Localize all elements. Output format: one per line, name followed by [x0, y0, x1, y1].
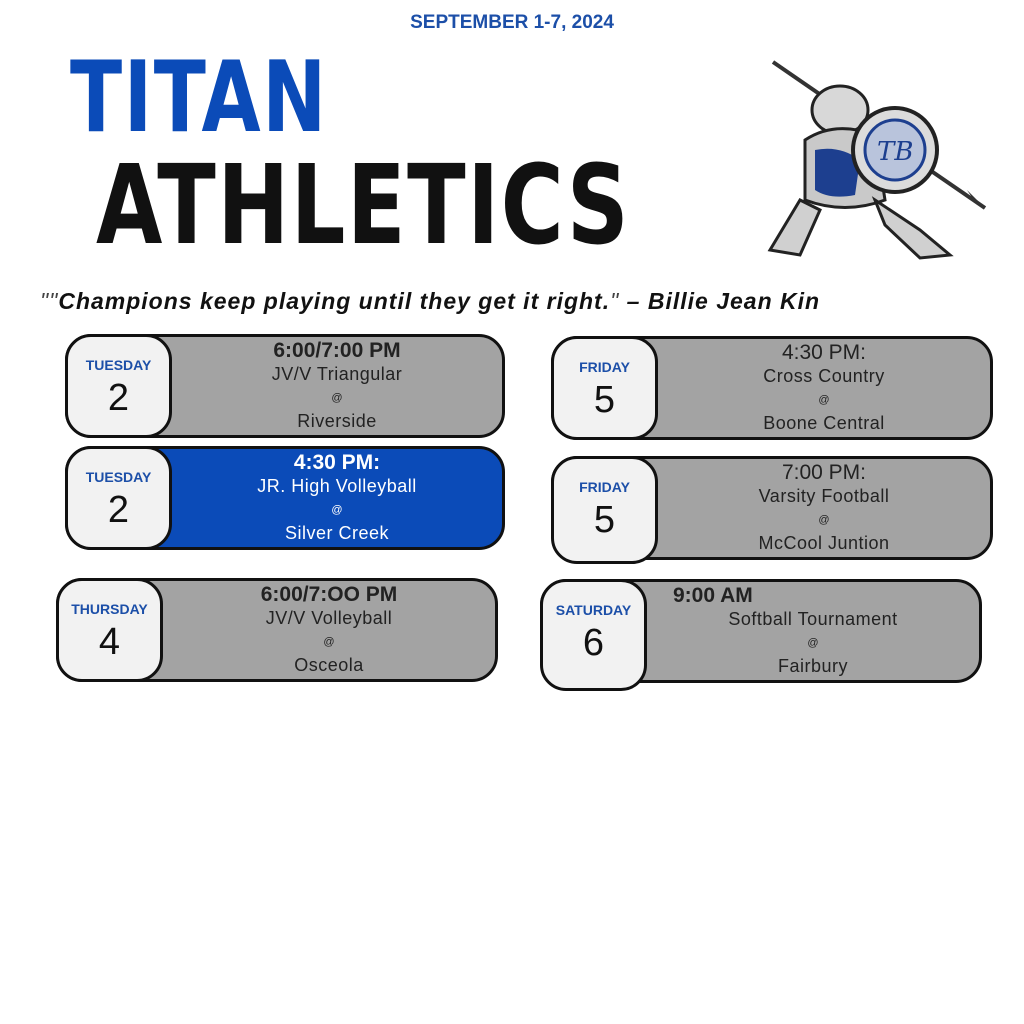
day-number: 5	[593, 499, 616, 541]
event-time: 6:00/7:OO PM	[260, 583, 398, 606]
event-time: 4:30 PM:	[781, 341, 867, 364]
event-location: Riverside	[297, 411, 377, 431]
date-range: SEPTEMBER 1-7, 2024	[410, 12, 614, 33]
day-name: TUESDAY	[85, 357, 152, 373]
event-location: Osceola	[294, 655, 364, 675]
title-titan: TITAN	[70, 41, 328, 155]
event-title: Softball Tournament	[728, 609, 898, 629]
quote-attribution: – Billie Jean Kin	[619, 288, 821, 314]
day-name: TUESDAY	[85, 469, 152, 485]
day-box	[551, 336, 658, 440]
event-at: @	[331, 392, 343, 404]
event-title: JV/V Volleyball	[265, 608, 393, 628]
day-number: 2	[107, 377, 130, 419]
titan-warrior-logo-icon	[745, 50, 995, 265]
day-number: 6	[582, 622, 605, 664]
day-number: 2	[107, 489, 130, 531]
event-card	[65, 334, 505, 438]
day-name: FRIDAY	[579, 479, 630, 495]
motivational-quote	[40, 288, 1000, 315]
event-card	[540, 579, 982, 683]
event-title: Cross Country	[763, 366, 885, 386]
event-location: McCool Juntion	[758, 533, 890, 553]
day-number: 4	[98, 621, 121, 663]
event-at: @	[323, 636, 335, 648]
event-time: 6:00/7:00 PM	[273, 339, 401, 362]
event-title: JV/V Triangular	[271, 364, 403, 384]
svg-text:TB: TB	[877, 137, 914, 167]
quote-open-marks: ""	[40, 288, 59, 314]
event-time: 7:00 PM:	[781, 461, 867, 484]
event-time: 9:00 AM	[673, 584, 753, 607]
event-title: Varsity Football	[758, 486, 890, 506]
quote-text: Champions keep playing until they get it right.	[58, 288, 611, 314]
day-box	[56, 578, 163, 682]
event-at: @	[818, 394, 830, 406]
day-box	[65, 446, 172, 550]
event-card	[56, 578, 498, 682]
quote-close-mark: "	[610, 288, 620, 314]
day-box	[551, 456, 658, 564]
day-name: THURSDAY	[71, 601, 148, 617]
event-location: Silver Creek	[284, 523, 390, 543]
event-card	[551, 336, 993, 440]
event-at: @	[807, 637, 819, 649]
title-athletics: ATHLETICS	[96, 141, 631, 269]
event-location: Boone Central	[763, 413, 885, 433]
event-location: Fairbury	[777, 656, 848, 676]
day-box	[65, 334, 172, 438]
event-at: @	[818, 514, 830, 526]
event-card	[65, 446, 505, 550]
day-name: SATURDAY	[555, 602, 632, 618]
event-title: JR. High Volleyball	[257, 476, 417, 496]
day-name: FRIDAY	[579, 359, 630, 375]
day-number: 5	[593, 379, 616, 421]
day-box	[540, 579, 647, 691]
event-at: @	[331, 504, 343, 516]
event-card	[551, 456, 993, 560]
event-time: 4:30 PM:	[293, 451, 381, 474]
